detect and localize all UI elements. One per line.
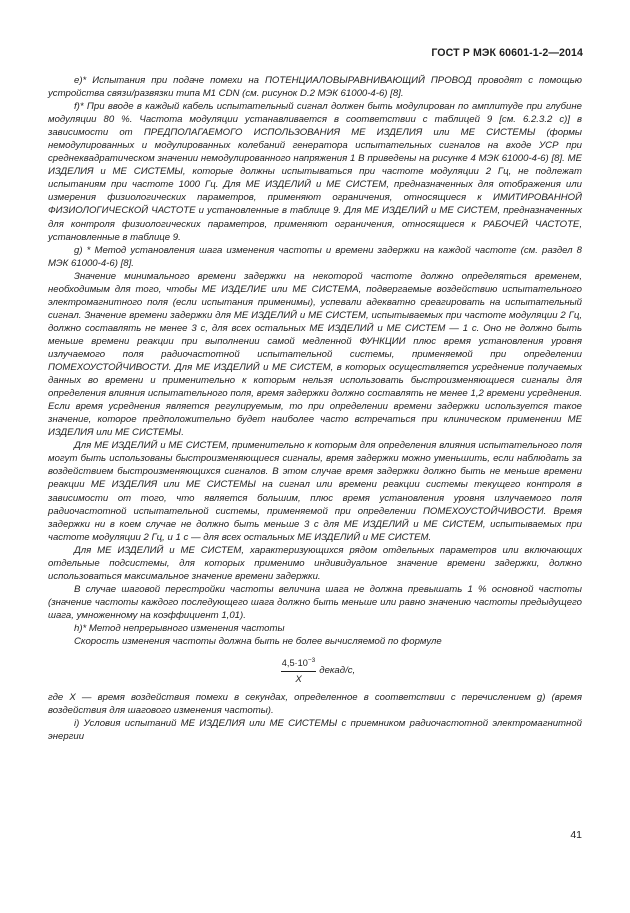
paragraph-step-frequency: В случае шаговой перестройки частоты величина шага не должна превышать 1 % основной частоты (значение частоты каждого последующего шага должно быть меньше или равно значению частоты предыдущего шага, умноженному на коэффициент 1,01). <box>48 583 582 621</box>
paragraph-formula-intro: Скорость изменения частоты должна быть не более вычисляемой по формуле <box>74 636 442 648</box>
sweep-rate-formula <box>54 654 582 686</box>
formula-unit: декад/с, <box>319 664 356 676</box>
paragraph-min-delay: Значение минимального времени задержки на некоторой частоте должно определяться временем, необходимым для того, чтобы ME ИЗДЕЛИЕ или ME СИСТЕМА, подвергаемые воздействию испытательного электромагнитного поля (если испытания применимы), успевали адекватно среагировать на испытательный сигнал. Значение времени задержки для ME ИЗДЕЛИЙ и ME СИСТЕМ, испытываемых при частоте модуляции 2 Гц, должно составлять не менее 3 с, для всех остальных ME ИЗДЕЛИЙ и ME СИСТЕМ — 1 с. Оно не должно быть меньше времени реакции при выполнении самой медленной ФУНКЦИИ плюс время установления уровня излучаемого поля радиочастотной испытательной системы, применяемой при определении ПОМЕХОУСТОЙЧИВОСТИ. Для ME ИЗДЕЛИЙ и ME СИСТЕМ, в которых осуществляется усреднение получаемых данных во времени и применительно к которым нельзя использовать быстроизменяющиеся сигналы для определения влияния испытательного поля, время задержки должно составлять не менее 1,2 времени усреднения. Если время усреднения является регулируемым, то при определении времени задержки используется такое значение, которое предположительно будет наиболее часто встречаться при клиническом применении ME ИЗДЕЛИЯ или ME СИСТЕМЫ. <box>48 270 582 439</box>
formula-numerator-exponent: −3 <box>307 657 316 665</box>
page-number: 41 <box>570 829 582 841</box>
document-body <box>48 74 582 743</box>
formula-numerator-base: 4,5·10 <box>281 658 308 669</box>
paragraph-h: h)* Метод непрерывного изменения частоты <box>74 622 285 634</box>
paragraph-fast-signals: Для ME ИЗДЕЛИЙ и ME СИСТЕМ, применительно к которым для определения влияния испытательного поля могут быть использованы быстроизменяющиеся сигналы, время задержки можно уменьшить, если наблюдать за воздействием быстроизменяющихся сигналов. В этом случае время задержки должно быть не меньше времени реакции ME ИЗДЕЛИЯ или ME СИСТЕМЫ на сигнал или времени реакции системы текущего контроля в зависимости от того, что является большим, плюс время установления уровня излучаемого поля радиочастотной испытательной системы, применяемой при определении ПОМЕХОУСТОЙЧИВОСТИ. Время задержки ни в коем случае не должно быть меньше 3 с для ME ИЗДЕЛИЙ и ME СИСТЕМ, испытываемых при частоте модуляции 2 Гц, и 1 с — для всех остальных ME ИЗДЕЛИЙ и ME СИСТЕМ. <box>48 440 582 543</box>
paragraph-max-delay: Для ME ИЗДЕЛИЙ и ME СИСТЕМ, характеризующихся рядом отдельных параметров или включающих отдельные подсистемы, для которых применимо индивидуальное значение времени задержки, должно использоваться максимальное значение времени задержки. <box>48 544 582 582</box>
formula-denominator: X <box>295 674 302 686</box>
paragraph-f: f)* При вводе в каждый кабель испытательный сигнал должен быть модулирован по амплитуде при глубине модуляции 80 %. Частота модуляции устанавливается в соответствии с таблицей 9 [см. 6.2.3.2 c)] в зависимости от ПРЕДПОЛАГАЕМОГО ИСПОЛЬЗОВАНИЯ ME ИЗДЕЛИЯ или ME СИСТЕМЫ (формы немодулированных и модулированных колебаний генератора испытательных сигналов на входе УСР при среднеквадратическом значении немодулированного напряжения 1 В приведены на рисунке 4 МЭК 61000-4-6) [8]. ME ИЗДЕЛИЯ и ME СИСТЕМЫ, которые должны испытываться при частоте модуляции 2 Гц, не подлежат испытаниям при частоте 1000 Гц. Для ME ИЗДЕЛИЙ и ME СИСТЕМ, предназначенных для отображения или измерения физиологических параметров, применяют ограничения, относящиеся к ИМИТИРОВАННОЙ ФИЗИОЛОГИЧЕСКОЙ ЧАСТОТЕ и установленные в таблице 9. Для ME ИЗДЕЛИЙ и ME СИСТЕМ, предназначенных для контроля физиологических параметров, применяют ограничения, относящиеся к РАБОЧЕЙ ЧАСТОТЕ, установленные в таблице 9. <box>48 101 582 243</box>
formula-fraction <box>281 654 316 686</box>
paragraph-e: e)* Испытания при подаче помехи на ПОТЕНЦИАЛОВЫРАВНИВАЮЩИЙ ПРОВОД проводят с помощью устройства связи/развязки типа M1 CDN (см. рисунок D.2 МЭК 61000-4-6) [8]. <box>48 75 582 100</box>
paragraph-i: i) Условия испытаний ME ИЗДЕЛИЯ или ME СИСТЕМЫ с приемником радиочастотной электромагнитной энергии <box>48 718 582 743</box>
document-header: ГОСТ Р МЭК 60601-1-2—2014 <box>431 47 583 59</box>
formula-numerator <box>281 654 316 672</box>
paragraph-where-x: где X — время воздействия помехи в секундах, определенное в соответствии с перечислением g) (время воздействия для шагового изменения частоты). <box>48 692 582 717</box>
paragraph-g: g) * Метод установления шага изменения частоты и времени задержки на каждой частоте (см. раздел 8 МЭК 61000-4-6) [8]. <box>48 244 582 269</box>
